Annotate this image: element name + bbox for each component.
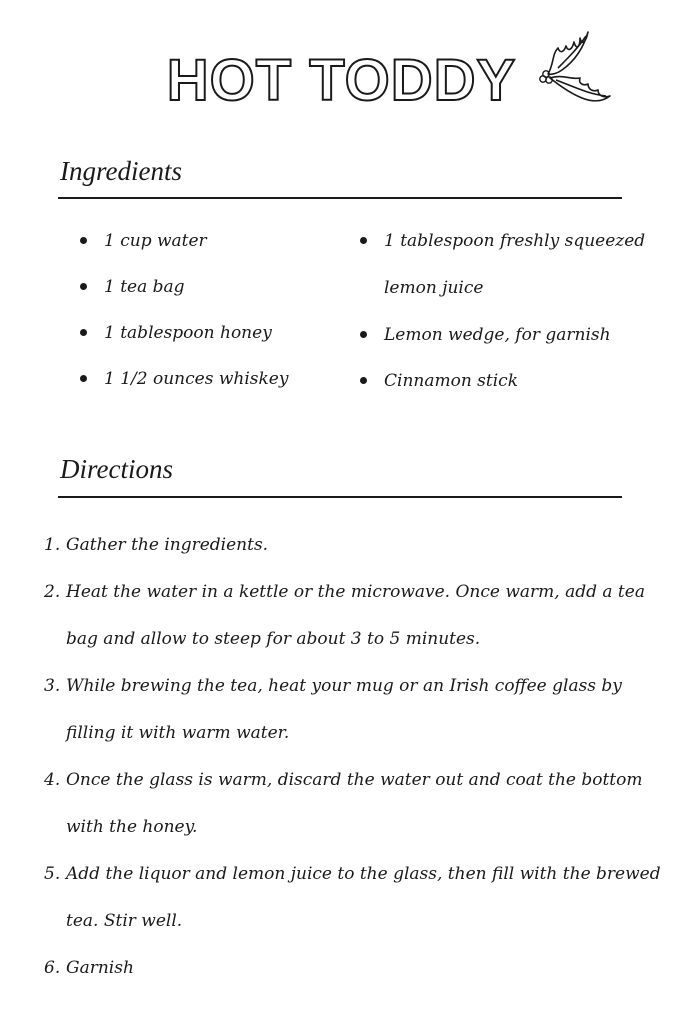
- step-number: 6.: [44, 958, 61, 978]
- list-item: Cinnamon stick: [360, 358, 650, 404]
- step-text: While brewing the tea, heat your mug or an Irish coffee glass by filling it with warm water.: [66, 676, 622, 743]
- ingredients-list-right: [360, 218, 650, 404]
- list-item: 1 tea bag: [80, 264, 330, 310]
- direction-step: [44, 851, 662, 945]
- step-text: Add the liquor and lemon juice to the glass, then fill with the brewed tea. Stir well.: [66, 864, 661, 931]
- direction-step: [44, 757, 662, 851]
- step-number: 2.: [44, 582, 61, 602]
- list-item: 1 cup water: [80, 218, 330, 264]
- direction-step: [44, 522, 662, 569]
- directions-heading: Directions: [60, 454, 173, 484]
- step-text: Once the glass is warm, discard the water out and coat the bottom with the honey.: [66, 770, 643, 837]
- ingredients-divider: [58, 197, 622, 199]
- step-text: Garnish: [66, 958, 134, 978]
- step-text: Gather the ingredients.: [66, 535, 269, 555]
- directions-list: [44, 522, 662, 992]
- list-item: 1 1/2 ounces whiskey: [80, 356, 330, 402]
- list-item: 1 tablespoon honey: [80, 310, 330, 356]
- step-number: 5.: [44, 864, 61, 884]
- step-number: 4.: [44, 770, 61, 790]
- step-text: Heat the water in a kettle or the microwave. Once warm, add a tea bag and allow to steep for about 3 to 5 minutes.: [66, 582, 645, 649]
- directions-divider: [58, 496, 622, 498]
- list-item: Lemon wedge, for garnish: [360, 312, 650, 358]
- direction-step: [44, 945, 662, 992]
- step-number: 3.: [44, 676, 61, 696]
- list-item: 1 tablespoon freshly squeezed lemon juice: [360, 218, 650, 312]
- direction-step: [44, 663, 662, 757]
- ingredients-list-left: [80, 218, 330, 402]
- recipe-title: HOT TODDY: [166, 48, 517, 113]
- direction-step: [44, 569, 662, 663]
- step-number: 1.: [44, 535, 61, 555]
- holly-leaf-icon: [532, 24, 616, 106]
- ingredients-heading: Ingredients: [60, 156, 182, 186]
